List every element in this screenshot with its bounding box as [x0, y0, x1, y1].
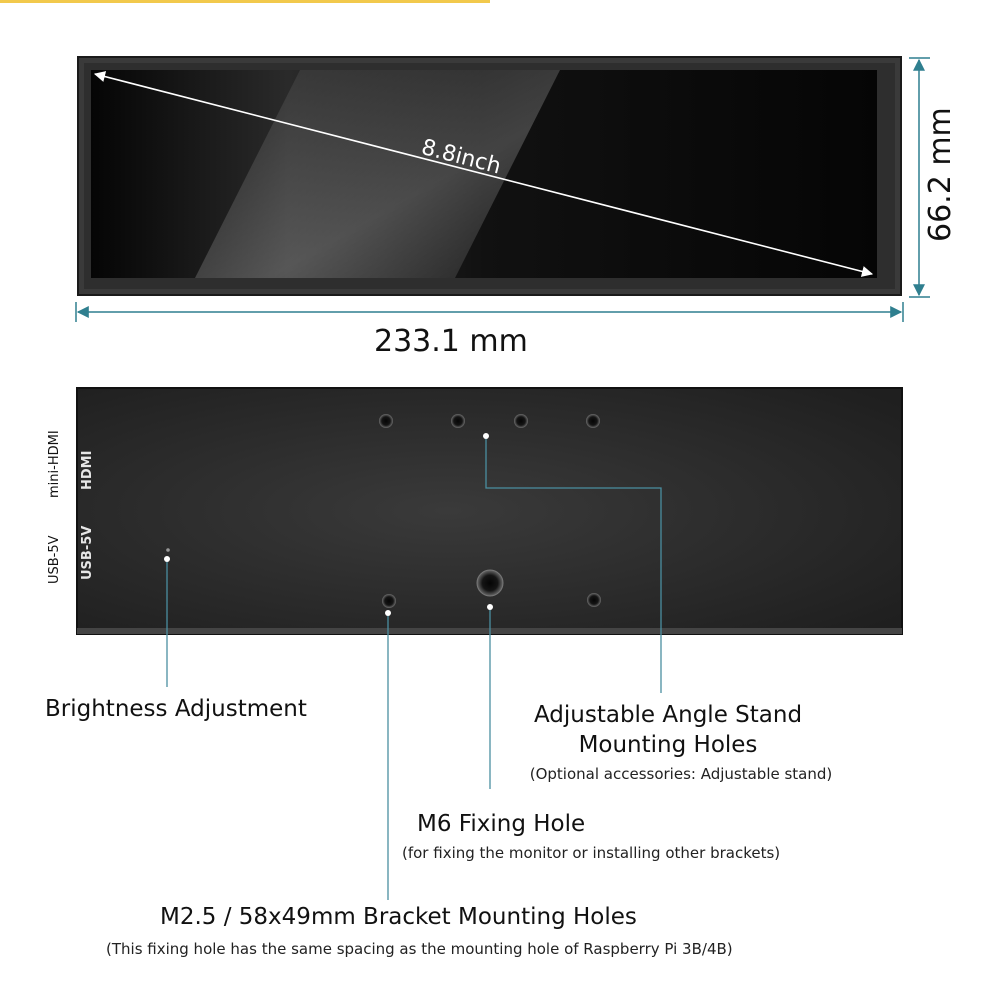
width-dimension [76, 302, 903, 322]
stand-title-line2: Mounting Holes [578, 732, 758, 758]
stand-title-line1: Adjustable Angle Stand [533, 702, 803, 728]
height-label: 66.2 mm [923, 107, 958, 242]
back-panel [77, 388, 902, 634]
stand-note: (Optional accessories: Adjustable stand) [529, 765, 833, 783]
m6-note: (for fixing the monitor or installing other brackets) [402, 844, 781, 862]
stand-hole [586, 414, 600, 428]
m25-hole [382, 594, 396, 608]
back-view [77, 388, 902, 634]
m25-note: (This fixing hole has the same spacing as the mounting hole of Raspberry Pi 3B/4B) [106, 940, 733, 958]
stand-hole [451, 414, 465, 428]
m25-title: M2.5 / 58x49mm Bracket Mounting Holes [160, 904, 637, 930]
stand-hole [514, 414, 528, 428]
stand-hole [379, 414, 393, 428]
port-label-usb-side: USB-5V [47, 535, 62, 584]
width-label: 233.1 mm [374, 324, 528, 359]
brightness-title: Brightness Adjustment [45, 696, 307, 722]
port-label-usb-back: USB-5V [80, 525, 95, 580]
port-label-hdmi-back: HDMI [80, 450, 95, 490]
m6-hole [477, 570, 503, 596]
m25-hole [587, 593, 601, 607]
diagonal-label: 8.8inch [418, 135, 504, 180]
brightness-button [166, 548, 170, 552]
top-accent-strip [0, 0, 490, 3]
port-label-mini-hdmi: mini-HDMI [47, 430, 62, 498]
m6-title: M6 Fixing Hole [417, 811, 586, 837]
